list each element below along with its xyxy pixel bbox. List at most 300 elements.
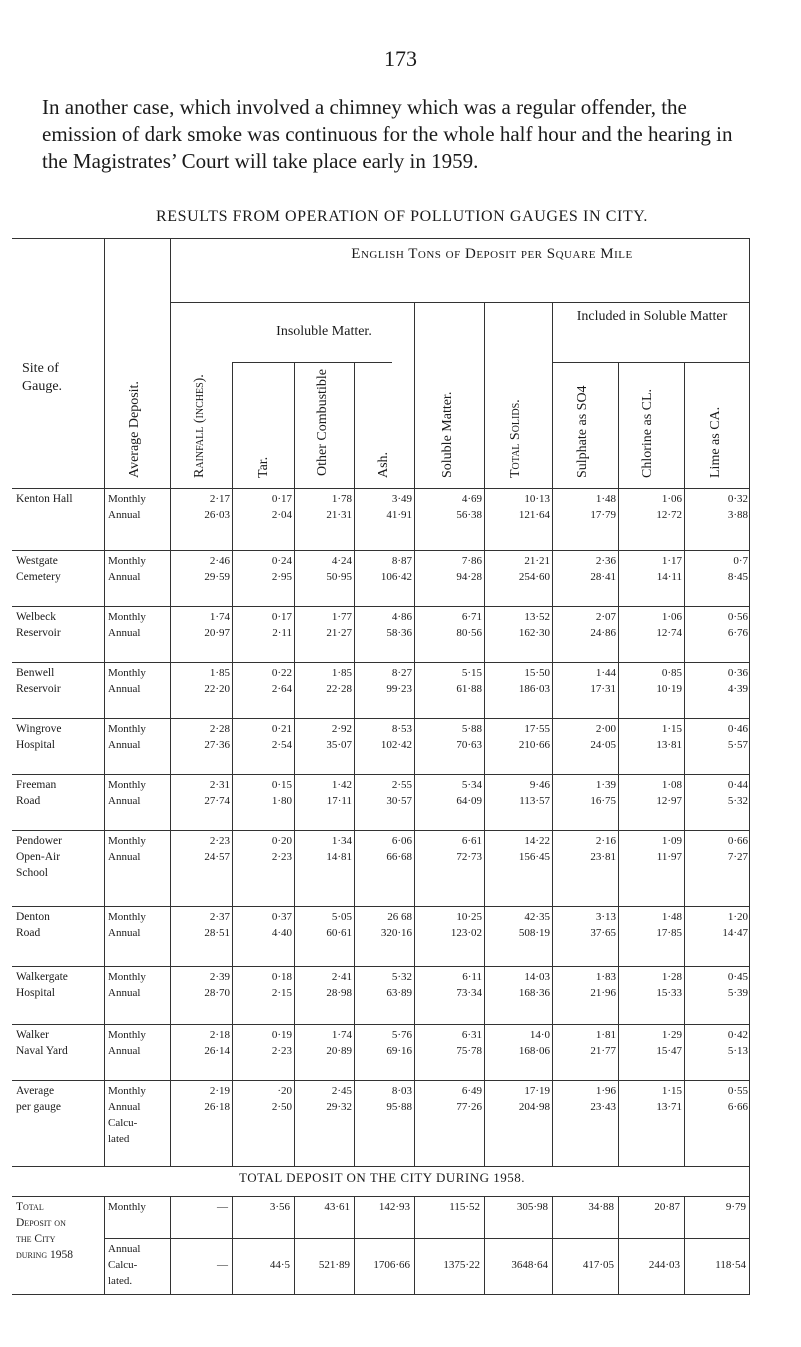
- table-cell: 2·23: [271, 851, 292, 863]
- table-cell: 42·35: [524, 911, 550, 923]
- table-cell: 0·45: [727, 971, 748, 983]
- total-annual-cell: 118·54: [715, 1259, 746, 1271]
- table-cell: 2·07: [595, 611, 616, 623]
- table-cell: 2·92: [331, 723, 352, 735]
- period-label: Annual: [108, 739, 141, 751]
- period-label: Annual: [108, 927, 141, 939]
- table-cell: 2·18: [209, 1029, 230, 1041]
- table-cell: 14·22: [524, 835, 550, 847]
- table-cell: 0·19: [271, 1029, 292, 1041]
- period-label: Monthly: [108, 555, 146, 567]
- page-number: 173: [384, 46, 417, 71]
- table-cell: 5·32: [727, 795, 748, 807]
- site-name: per gauge: [16, 1101, 62, 1113]
- table-cell: 8·87: [391, 555, 412, 567]
- table-cell: 1·48: [595, 493, 616, 505]
- header-rule: [104, 238, 105, 1166]
- site-name: Open-Air: [16, 851, 61, 863]
- total-monthly-cell: 20·87: [654, 1201, 680, 1213]
- table-cell: 2·55: [391, 779, 412, 791]
- table-cell: 6·66: [727, 1101, 748, 1113]
- total-annual-cell: 244·03: [648, 1259, 680, 1271]
- table-cell: 95·88: [386, 1101, 412, 1113]
- site-name: Benwell: [16, 667, 55, 679]
- table-cell: 27·36: [204, 739, 230, 751]
- total-label: Deposit on: [16, 1217, 66, 1229]
- insoluble-heading: Insoluble Matter.: [276, 324, 372, 339]
- table-cell: 17·79: [590, 509, 616, 521]
- table-cell: 6·31: [461, 1029, 482, 1041]
- table-cell: 4·24: [331, 555, 352, 567]
- table-cell: 13·71: [656, 1101, 682, 1113]
- total-annual-cell: 521·89: [318, 1259, 350, 1271]
- table-cell: 2·64: [271, 683, 292, 695]
- period-label: Monthly: [108, 779, 146, 791]
- period-label: Monthly: [108, 835, 146, 847]
- table-cell: 0·56: [727, 611, 748, 623]
- total-column-rule: [104, 1196, 105, 1294]
- table-cell: 0·17: [271, 493, 292, 505]
- total-monthly-label: Monthly: [108, 1201, 146, 1213]
- table-cell: 1·78: [331, 493, 352, 505]
- table-cell: 72·73: [456, 851, 482, 863]
- table-cell: 63·89: [386, 987, 412, 999]
- ash-heading: Ash.: [376, 451, 391, 478]
- table-cell: 5·05: [331, 911, 352, 923]
- table-cell: 17·11: [326, 795, 352, 807]
- site-heading: Site of Gauge.: [22, 361, 63, 394]
- table-cell: 14·47: [722, 927, 748, 939]
- table-cell: 50·95: [326, 571, 352, 583]
- table-cell: 0·24: [271, 555, 292, 567]
- site-name: Reservoir: [16, 627, 61, 639]
- table-cell: 29·32: [326, 1101, 352, 1113]
- table-cell: 1·85: [331, 667, 352, 679]
- table-cell: 12·72: [656, 509, 682, 521]
- table-cell: 24·86: [590, 627, 616, 639]
- site-name: Westgate: [16, 555, 58, 567]
- site-name: Kenton Hall: [16, 493, 73, 505]
- table-cell: 3·49: [391, 493, 412, 505]
- table-cell: 61·88: [456, 683, 482, 695]
- total-monthly-cell: 115·52: [449, 1201, 480, 1213]
- period-label: Monthly: [108, 1029, 146, 1041]
- total-title: TOTAL DEPOSIT ON THE CITY DURING 1958.: [238, 1170, 525, 1185]
- header-rule: [170, 238, 171, 1166]
- table-cell: 3·13: [595, 911, 616, 923]
- header-bottom: [12, 488, 750, 489]
- period-label: Monthly: [108, 611, 146, 623]
- table-cell: 2·19: [209, 1085, 230, 1097]
- period-label: Monthly: [108, 667, 146, 679]
- table-cell: 8·03: [391, 1085, 412, 1097]
- table-cell: 12·97: [656, 795, 682, 807]
- table-cell: 2·23: [209, 835, 230, 847]
- soluble-heading: Soluble Matter.: [440, 391, 455, 478]
- table-cell: 17·31: [590, 683, 616, 695]
- table-cell: 5·88: [461, 723, 482, 735]
- table-cell: 2·15: [271, 987, 292, 999]
- table-cell: 8·53: [391, 723, 412, 735]
- period-label: Annual: [108, 509, 141, 521]
- table-cell: 8·45: [727, 571, 748, 583]
- site-name: Road: [16, 795, 41, 807]
- table-cell: 156·45: [518, 851, 550, 863]
- table-cell: 0·15: [271, 779, 292, 791]
- row-rule: [12, 830, 750, 831]
- english-tons-heading: English Tons of Deposit per Square Mile: [351, 246, 633, 262]
- table-cell: 1·48: [661, 911, 682, 923]
- table-cell: 4·69: [461, 493, 482, 505]
- table-cell: 7·86: [461, 555, 482, 567]
- intro-paragraph: In another case, which involved a chimney which was a regular offender, the emission of dark smoke was continuous for the whole half hour and the hearing in the Magistrates’ Court will take place early in 1959.: [42, 95, 733, 173]
- table-cell: 2·95: [271, 571, 292, 583]
- total-monthly-cell: —: [217, 1201, 228, 1213]
- table-cell: 1·83: [595, 971, 616, 983]
- table-cell: 1·15: [661, 1085, 682, 1097]
- table-cell: 56·38: [456, 509, 482, 521]
- table-cell: 2·11: [272, 627, 292, 639]
- chlorine-heading: Chlorine as CL.: [640, 388, 655, 478]
- included-heading: Included in Soluble Matter: [576, 309, 728, 324]
- table-cell: 210·66: [518, 739, 550, 751]
- table-cell: 5·76: [391, 1029, 412, 1041]
- table-cell: 1·39: [595, 779, 616, 791]
- period-label: Annual: [108, 987, 141, 999]
- table-cell: ·20: [277, 1085, 292, 1097]
- table-cell: 14·81: [326, 851, 352, 863]
- table-cell: 99·23: [386, 683, 412, 695]
- sulphate-heading: Sulphate as SO4: [575, 385, 590, 478]
- rule-right: [749, 238, 750, 1294]
- table-cell: 7·27: [727, 851, 748, 863]
- table-cell: 13·81: [656, 739, 682, 751]
- table-cell: 1·96: [595, 1085, 616, 1097]
- table-cell: 0·20: [271, 835, 292, 847]
- site-name: Hospital: [16, 987, 55, 999]
- total-label: the City: [16, 1233, 56, 1245]
- total-label: during 1958: [16, 1249, 73, 1261]
- table-cell: 320·16: [380, 927, 412, 939]
- table-cell: 70·63: [456, 739, 482, 751]
- table-cell: 8·27: [391, 667, 412, 679]
- table-cell: 21·27: [326, 627, 352, 639]
- table-cell: 0·85: [661, 667, 682, 679]
- total-monthly-cell: 34·88: [588, 1201, 614, 1213]
- table-cell: 26 68: [387, 911, 412, 923]
- table-cell: 5·13: [727, 1045, 748, 1057]
- table-cell: 6·49: [461, 1085, 482, 1097]
- site-name: Walker: [16, 1029, 49, 1041]
- table-cell: 1·08: [661, 779, 682, 791]
- header-rule-3b: [552, 362, 750, 363]
- table-cell: 1·09: [661, 835, 682, 847]
- row-rule: [12, 718, 750, 719]
- total-solids-heading: Total Solids.: [508, 399, 523, 478]
- total-monthly-cell: 142·93: [378, 1201, 410, 1213]
- site-name: Reservoir: [16, 683, 61, 695]
- table-cell: 2·28: [209, 723, 230, 735]
- table-cell: 1·29: [661, 1029, 682, 1041]
- table-cell: 23·81: [590, 851, 616, 863]
- table-cell: 15·33: [656, 987, 682, 999]
- table-cell: 3·88: [727, 509, 748, 521]
- table-cell: 26·14: [204, 1045, 230, 1057]
- row-rule: [12, 550, 750, 551]
- table-cell: 14·11: [656, 571, 682, 583]
- table-cell: 27·74: [204, 795, 230, 807]
- header-rule-2: [170, 302, 750, 303]
- table-cell: 10·19: [656, 683, 682, 695]
- table-cell: 69·16: [386, 1045, 412, 1057]
- table-cell: 16·75: [590, 795, 616, 807]
- site-name: School: [16, 867, 48, 879]
- site-name: Road: [16, 927, 41, 939]
- table-cell: 5·57: [727, 739, 748, 751]
- table-cell: 28·70: [204, 987, 230, 999]
- table-cell: 1·17: [661, 555, 682, 567]
- total-monthly-cell: 43·61: [324, 1201, 350, 1213]
- table-cell: 60·61: [326, 927, 352, 939]
- table-cell: 0·36: [727, 667, 748, 679]
- total-annual-cell: 1375·22: [443, 1259, 480, 1271]
- table-cell: 1·85: [209, 667, 230, 679]
- row-rule: [12, 1024, 750, 1025]
- table-cell: 4·86: [391, 611, 412, 623]
- row-rule: [12, 1166, 750, 1167]
- period-label: Annual: [108, 851, 141, 863]
- table-cell: 5·34: [461, 779, 482, 791]
- table-cell: 14·03: [524, 971, 550, 983]
- table-cell: 4·40: [271, 927, 292, 939]
- table-cell: 22·28: [326, 683, 352, 695]
- rainfall-heading: Rainfall (inches).: [192, 374, 207, 478]
- site-name: Walkergate: [16, 971, 68, 983]
- table-cell: 73·34: [456, 987, 482, 999]
- table-cell: 17·85: [656, 927, 682, 939]
- total-monthly-cell: 305·98: [516, 1201, 548, 1213]
- period-label: Monthly: [108, 1085, 146, 1097]
- table-cell: 64·09: [456, 795, 482, 807]
- site-name: Freeman: [16, 779, 57, 791]
- table-cell: 162·30: [518, 627, 550, 639]
- table-cell: 1·06: [661, 611, 682, 623]
- table-cell: 254·60: [518, 571, 550, 583]
- table-cell: 80·56: [456, 627, 482, 639]
- table-cell: 21·31: [326, 509, 352, 521]
- period-label: lated: [108, 1133, 130, 1145]
- table-cell: 1·74: [209, 611, 230, 623]
- period-label: Annual: [108, 571, 141, 583]
- total-label: Total: [16, 1201, 44, 1213]
- table-cell: 2·04: [271, 509, 292, 521]
- table-cell: 0·21: [271, 723, 292, 735]
- total-annual-label: Annual: [108, 1243, 141, 1255]
- table-cell: 2·31: [209, 779, 230, 791]
- table-cell: 0·22: [271, 667, 292, 679]
- table-cell: 6·71: [461, 611, 482, 623]
- table-cell: 168·06: [518, 1045, 550, 1057]
- table-cell: 29·59: [204, 571, 230, 583]
- table-cell: 2·37: [209, 911, 230, 923]
- table-cell: 22·20: [204, 683, 230, 695]
- table-cell: 12·74: [656, 627, 682, 639]
- table-cell: 13·52: [524, 611, 550, 623]
- table-cell: 28·51: [204, 927, 230, 939]
- table-cell: 1·06: [661, 493, 682, 505]
- table-cell: 15·50: [524, 667, 550, 679]
- table-cell: 23·43: [590, 1101, 616, 1113]
- table-cell: 75·78: [456, 1045, 482, 1057]
- site-name: Cemetery: [16, 571, 61, 583]
- table-cell: 17·19: [524, 1085, 550, 1097]
- row-rule: [12, 774, 750, 775]
- row-rule: [12, 1080, 750, 1081]
- table-cell: 21·77: [590, 1045, 616, 1057]
- tar-heading: Tar.: [256, 456, 271, 478]
- total-monthly-cell: 9·79: [725, 1201, 746, 1213]
- period-label: Monthly: [108, 971, 146, 983]
- table-cell: 106·42: [380, 571, 412, 583]
- table-cell: 0·42: [727, 1029, 748, 1041]
- table-cell: 20·97: [204, 627, 230, 639]
- period-label: Monthly: [108, 493, 146, 505]
- table-cell: 1·80: [271, 795, 292, 807]
- total-annual-cell: 417·05: [582, 1259, 614, 1271]
- table-cell: 6·11: [462, 971, 482, 983]
- table-cell: 21·96: [590, 987, 616, 999]
- period-label: Annual: [108, 795, 141, 807]
- table-cell: 2·46: [209, 555, 230, 567]
- table-cell: 2·45: [331, 1085, 352, 1097]
- row-rule: [12, 966, 750, 967]
- table-cell: 11·97: [656, 851, 682, 863]
- period-label: Annual: [108, 683, 141, 695]
- table-cell: 14·0: [529, 1029, 550, 1041]
- table-cell: 28·41: [590, 571, 616, 583]
- row-rule: [12, 606, 750, 607]
- table-cell: 20·89: [326, 1045, 352, 1057]
- row-rule: [12, 662, 750, 663]
- table-cell: 77·26: [456, 1101, 482, 1113]
- table-cell: 35·07: [326, 739, 352, 751]
- period-label: Monthly: [108, 723, 146, 735]
- table-cell: 0·7: [733, 555, 748, 567]
- table-cell: 0·55: [727, 1085, 748, 1097]
- total-mid-rule: [104, 1238, 750, 1239]
- table-cell: 113·57: [519, 795, 550, 807]
- total-annual-cell: 3648·64: [511, 1259, 548, 1271]
- table-cell: 2·36: [595, 555, 616, 567]
- table-cell: 1·28: [661, 971, 682, 983]
- table-cell: 0·46: [727, 723, 748, 735]
- period-label: Annual: [108, 1045, 141, 1057]
- period-label: Calcu-: [108, 1117, 138, 1129]
- table-cell: 26·18: [204, 1101, 230, 1113]
- table-cell: 10·13: [524, 493, 550, 505]
- table-cell: 121·64: [518, 509, 550, 521]
- table-cell: 102·42: [380, 739, 412, 751]
- table-cell: 186·03: [518, 683, 550, 695]
- lime-heading: Lime as CA.: [708, 406, 723, 478]
- table-cell: 24·05: [590, 739, 616, 751]
- table-cell: 2·17: [209, 493, 230, 505]
- period-label: Monthly: [108, 911, 146, 923]
- table-cell: 0·44: [727, 779, 748, 791]
- site-name: Welbeck: [16, 611, 56, 623]
- table-cell: 0·18: [271, 971, 292, 983]
- table-cell: 24·57: [204, 851, 230, 863]
- table-cell: 2·00: [595, 723, 616, 735]
- table-cell: 1·77: [331, 611, 352, 623]
- site-name: Hospital: [16, 739, 55, 751]
- table-cell: 4·39: [727, 683, 748, 695]
- table-cell: 2·16: [595, 835, 616, 847]
- table-cell: 41·91: [386, 509, 412, 521]
- table-cell: 2·41: [331, 971, 352, 983]
- table-cell: 5·15: [461, 667, 482, 679]
- table-cell: 2·23: [271, 1045, 292, 1057]
- table-cell: 26·03: [204, 509, 230, 521]
- period-label: Annual: [108, 627, 141, 639]
- table-cell: 17·55: [524, 723, 550, 735]
- table-cell: 1·20: [727, 911, 748, 923]
- table-cell: 6·76: [727, 627, 748, 639]
- table-cell: 2·50: [271, 1101, 292, 1113]
- table-cell: 66·68: [386, 851, 412, 863]
- section-title: RESULTS FROM OPERATION OF POLLUTION GAUGES IN CITY.: [156, 208, 648, 225]
- table-cell: 0·37: [271, 911, 292, 923]
- total-annual-cell: —: [217, 1259, 228, 1271]
- table-cell: 123·02: [450, 927, 482, 939]
- table-cell: 28·98: [326, 987, 352, 999]
- total-top-rule: [12, 1196, 750, 1197]
- site-name: Average: [16, 1085, 55, 1097]
- row-rule: [12, 906, 750, 907]
- header-rule-3: [232, 362, 392, 363]
- table-cell: 58·36: [386, 627, 412, 639]
- site-name: Naval Yard: [16, 1045, 68, 1057]
- total-monthly-cell: 3·56: [269, 1201, 290, 1213]
- table-cell: 15·47: [656, 1045, 682, 1057]
- table-cell: 21·21: [524, 555, 550, 567]
- site-name: Pendower: [16, 835, 62, 847]
- table-cell: 0·17: [271, 611, 292, 623]
- table-cell: 508·19: [518, 927, 550, 939]
- table-cell: 94·28: [456, 571, 482, 583]
- table-cell: 204·98: [518, 1101, 550, 1113]
- table-cell: 6·61: [461, 835, 482, 847]
- total-annual-cell: 1706·66: [373, 1259, 410, 1271]
- total-annual-label: lated.: [108, 1275, 133, 1287]
- table-cell: 5·32: [391, 971, 412, 983]
- table-cell: 6·06: [391, 835, 412, 847]
- other-combustible-heading: Other Combustible: [315, 369, 330, 476]
- table-cell: 168·36: [518, 987, 550, 999]
- table-cell: 1·15: [661, 723, 682, 735]
- period-label: Annual: [108, 1101, 141, 1113]
- rule-top: [12, 238, 750, 239]
- total-bottom-rule: [12, 1294, 750, 1295]
- total-annual-cell: 44·5: [269, 1259, 290, 1271]
- table-cell: 0·66: [727, 835, 748, 847]
- site-name: Denton: [16, 911, 50, 923]
- table-cell: 5·39: [727, 987, 748, 999]
- table-cell: 2·39: [209, 971, 230, 983]
- table-cell: 1·42: [331, 779, 352, 791]
- table-cell: 1·34: [331, 835, 352, 847]
- table-cell: 9·46: [529, 779, 550, 791]
